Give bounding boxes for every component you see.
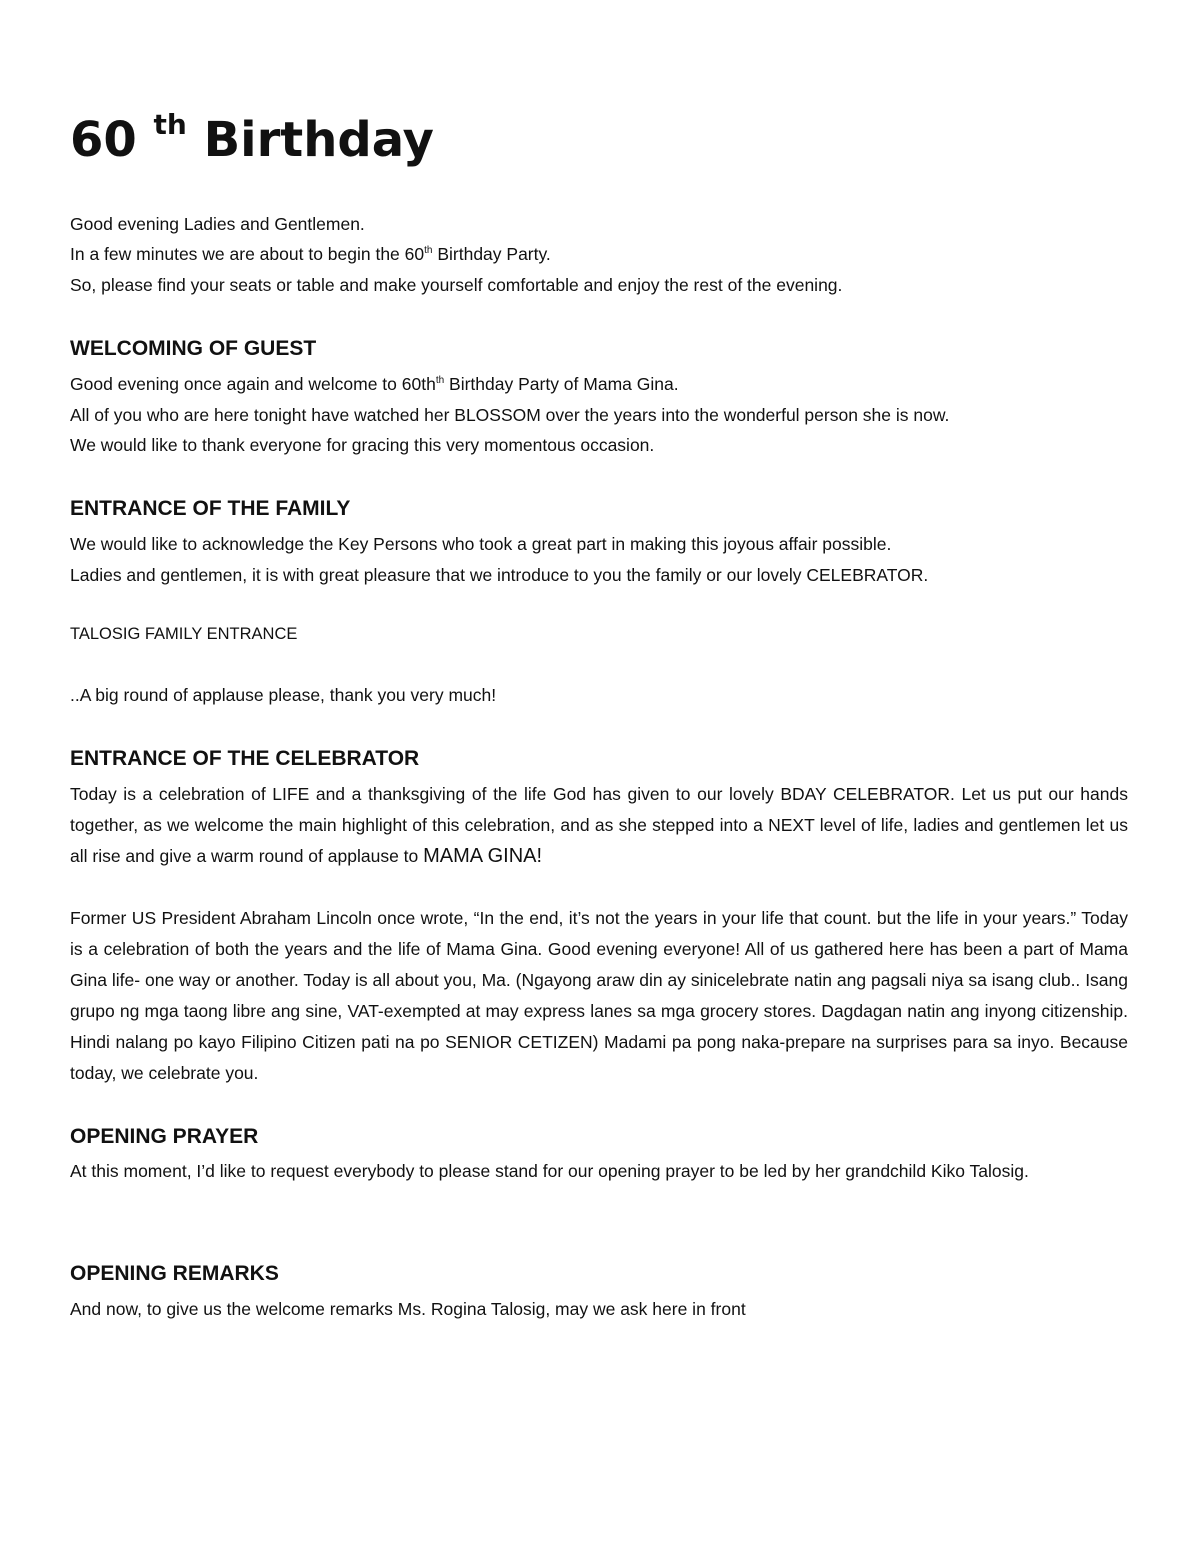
welcoming-line-1 — [70, 372, 679, 396]
opening-remarks-line: And now, to give us the welcome remarks Ms. Rogina Talosig, may we ask here in front — [70, 1299, 746, 1319]
opening-prayer-paragraph: At this moment, I’d like to request everybody to please stand for our opening prayer to be led by her grandchild Kiko Talosig. — [70, 1161, 1029, 1181]
intro-line-2-rest: Birthday Party. — [432, 244, 551, 264]
celebrator-paragraph-2: Former US President Abraham Lincoln once wrote, “In the end, it’s not the years in your life that count. but the life in your years.” Today is a celebration of both the years and the life of Mama Gina. Good evening everyone! All of us gathered here has been a part of Mama Gina life- one way or another. Today is all about you, Ma. (Ngayong araw din ay sinicelebrate natin ang pagsali niya sa isang club.. Isang grupo ng mga taong libre ang sine, VAT-exempted at may express lanes sa mga grocery stores. Dagdagan natin ang inyong citizenship. Hindi nalang po kayo Filipino Citizen pati na po SENIOR CETIZEN) Madami pa pong naka-prepare na surprises para sa inyo. Because today, we celebrate you. — [70, 908, 1128, 1083]
intro-line-1: Good evening Ladies and Gentlemen. — [70, 214, 365, 234]
family-applause: ..A big round of applause please, thank you very much! — [70, 685, 497, 705]
heading-welcoming: WELCOMING OF GUEST — [70, 337, 317, 360]
family-line-2: Ladies and gentlemen, it is with great pleasure that we introduce to you the family or our lovely CELEBRATOR. — [70, 565, 929, 585]
welcoming-line-1-text: Good evening once again and welcome to 60th — [70, 374, 436, 394]
intro-line-2 — [70, 242, 551, 266]
document-title — [70, 110, 434, 170]
title-word: Birthday — [203, 112, 434, 168]
heading-family: ENTRANCE OF THE FAMILY — [70, 497, 351, 520]
welcoming-line-3: We would like to thank everyone for gracing this very momentous occasion. — [70, 435, 655, 455]
celebrator-paragraph-1-text: Today is a celebration of LIFE and a thanksgiving of the life God has given to our lovely BDAY CELEBRATOR. Let us put our hands together, as we welcome the main highlight of this celebration, and as she stepped into a NEXT level of life, ladies and gentlemen let us all rise and give a warm round of applause to — [70, 784, 1128, 866]
welcoming-line-2: All of you who are here tonight have watched her BLOSSOM over the years into the wonderful person she is now. — [70, 405, 950, 425]
title-number: 60 — [70, 112, 137, 168]
title-superscript: th — [153, 108, 187, 141]
welcoming-line-1-sup: th — [435, 375, 445, 386]
intro-line-3: So, please find your seats or table and make yourself comfortable and enjoy the rest of the evening. — [70, 275, 843, 295]
family-line-1: We would like to acknowledge the Key Persons who took a great part in making this joyous affair possible. — [70, 534, 892, 554]
heading-celebrator: ENTRANCE OF THE CELEBRATOR — [70, 747, 420, 770]
celebrator-paragraph-1 — [70, 779, 1128, 872]
family-entrance-cue: TALOSIG FAMILY ENTRANCE — [70, 625, 298, 643]
celebrator-name: MAMA GINA! — [423, 845, 543, 867]
intro-line-2-text: In a few minutes we are about to begin the 60 — [70, 244, 425, 264]
intro-line-2-sup: th — [424, 245, 433, 256]
heading-opening-prayer: OPENING PRAYER — [70, 1125, 259, 1148]
welcoming-line-1-rest: Birthday Party of Mama Gina. — [444, 374, 679, 394]
heading-opening-remarks: OPENING REMARKS — [70, 1262, 279, 1285]
